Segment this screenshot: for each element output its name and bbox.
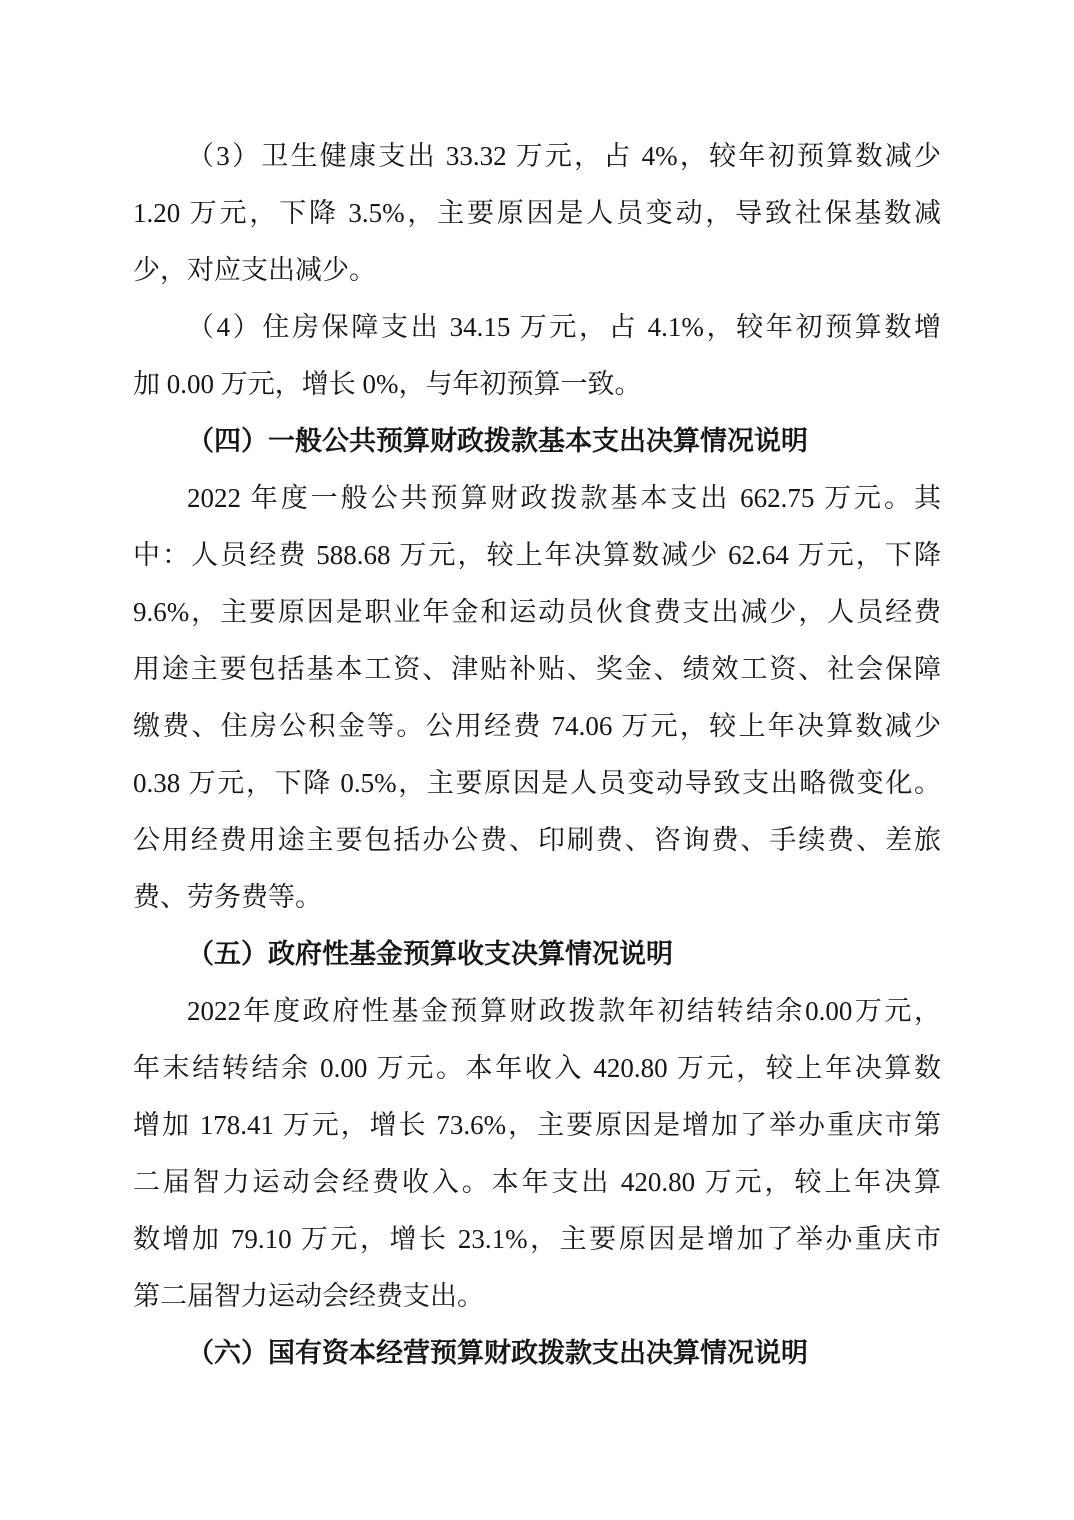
body-line: 1.20 万元，下降 3.5%，主要原因是人员变动，导致社保基数减 [133, 198, 941, 228]
body-line: 9.6%，主要原因是职业年金和运动员伙食费支出减少，人员经费 [133, 597, 941, 627]
heading-section-4: （四）一般公共预算财政拨款基本支出决算情况说明 [187, 426, 808, 456]
body-line: （4）住房保障支出 34.15 万元，占 4.1%，较年初预算数增 [187, 312, 941, 342]
body-line: 0.38 万元，下降 0.5%，主要原因是人员变动导致支出略微变化。 [133, 768, 941, 798]
body-line: 二届智力运动会经费收入。本年支出 420.80 万元，较上年决算 [133, 1167, 941, 1197]
body-line: 2022年度政府性基金预算财政拨款年初结转结余0.00万元， [187, 996, 941, 1026]
body-line: 数增加 79.10 万元，增长 23.1%，主要原因是增加了举办重庆市 [133, 1224, 941, 1254]
body-line: 第二届智力运动会经费支出。 [133, 1281, 484, 1311]
body-line: 年末结转结余 0.00 万元。本年收入 420.80 万元，较上年决算数 [133, 1053, 941, 1083]
body-line: 少，对应支出减少。 [133, 255, 376, 285]
body-line: 加 0.00 万元，增长 0%，与年初预算一致。 [133, 369, 642, 399]
body-line: 费、劳务费等。 [133, 882, 322, 912]
body-line: 用途主要包括基本工资、津贴补贴、奖金、绩效工资、社会保障 [133, 654, 941, 684]
body-line: 增加 178.41 万元，增长 73.6%，主要原因是增加了举办重庆市第 [133, 1110, 941, 1140]
body-line: （3）卫生健康支出 33.32 万元，占 4%，较年初预算数减少 [187, 141, 941, 171]
body-line: 中：人员经费 588.68 万元，较上年决算数减少 62.64 万元，下降 [133, 540, 941, 570]
body-line: 缴费、住房公积金等。公用经费 74.06 万元，较上年决算数减少 [133, 711, 941, 741]
body-line: 2022 年度一般公共预算财政拨款基本支出 662.75 万元。其 [187, 483, 941, 513]
heading-section-5: （五）政府性基金预算收支决算情况说明 [187, 939, 673, 969]
heading-section-6: （六）国有资本经营预算财政拨款支出决算情况说明 [187, 1338, 808, 1368]
body-line: 公用经费用途主要包括办公费、印刷费、咨询费、手续费、差旅 [133, 825, 941, 855]
